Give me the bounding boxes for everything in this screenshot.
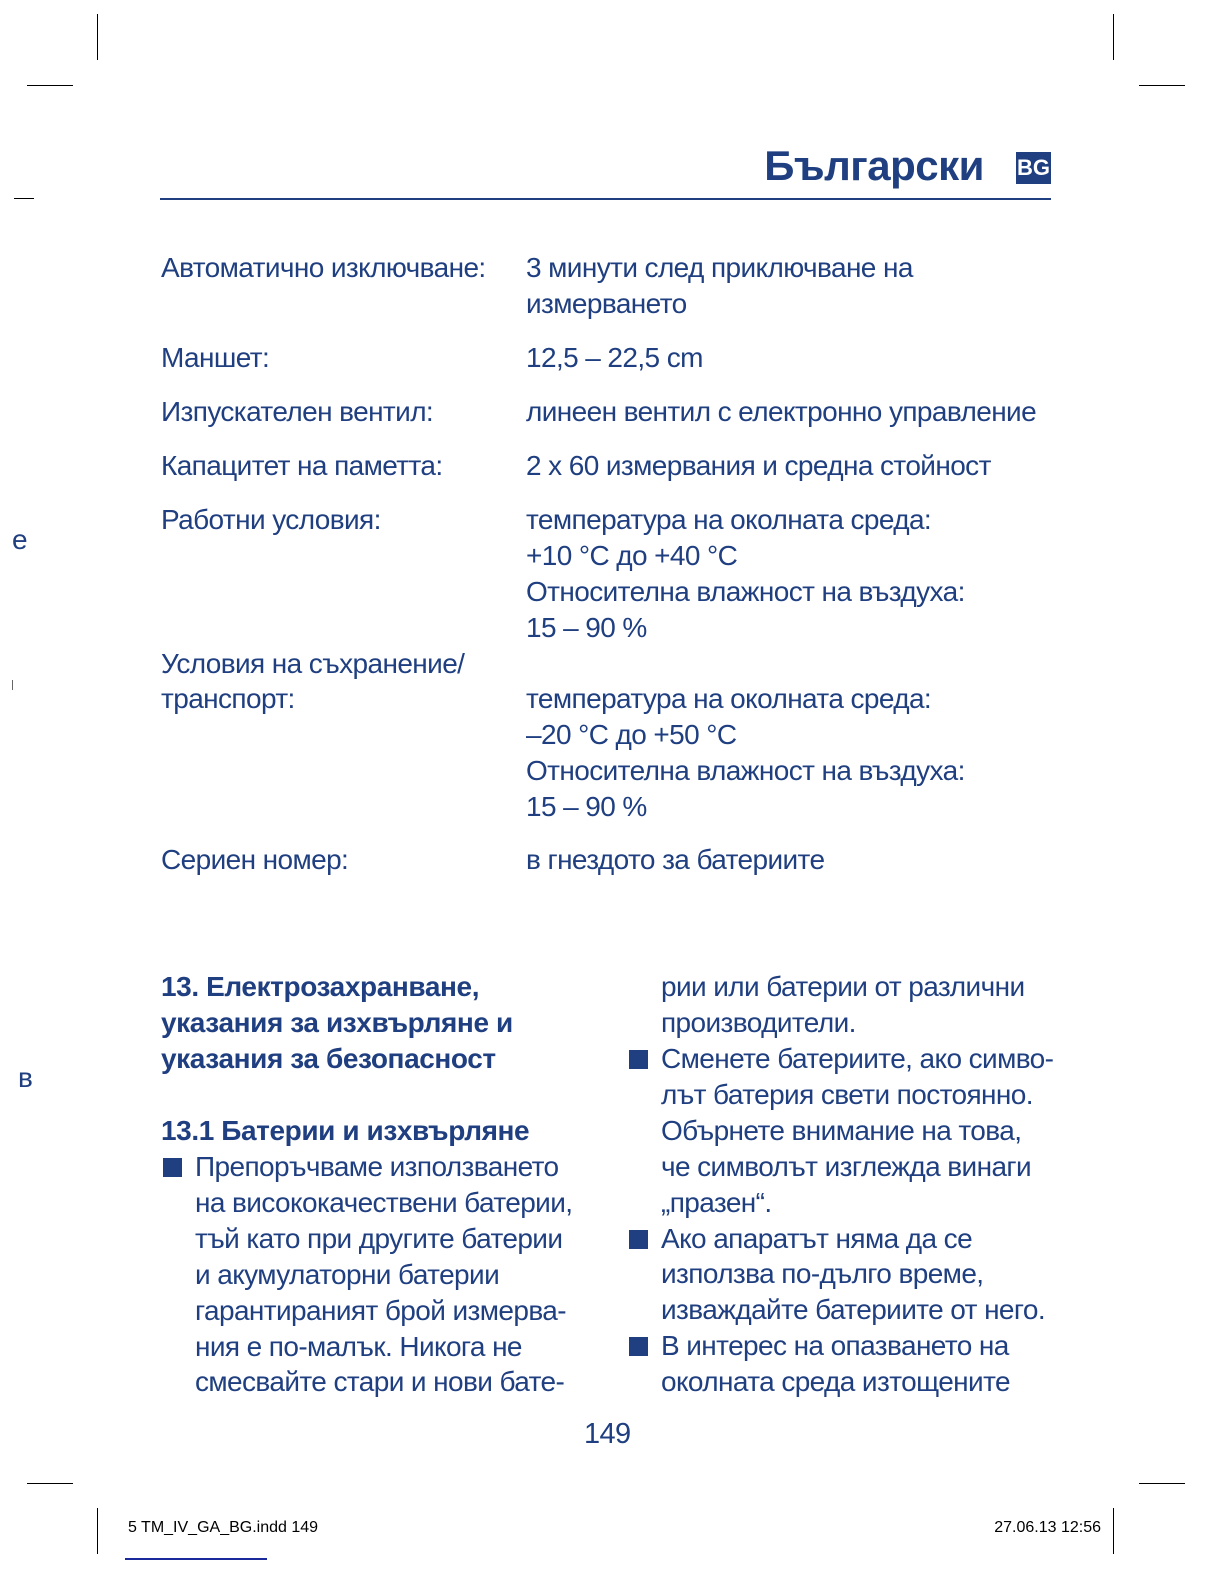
spec-value: +10 °C до +40 °C xyxy=(526,540,738,571)
bullet-text: изваждайте батериите от него. xyxy=(661,1294,1046,1326)
spec-value: Относителна влажност на въздуха: xyxy=(526,755,965,786)
crop-mark xyxy=(14,198,34,199)
footer-file: 5 TM_IV_GA_BG.indd 149 xyxy=(128,1519,319,1536)
bullet-text: околната среда изтощените xyxy=(661,1366,1010,1398)
spec-label: транспорт: xyxy=(161,683,295,714)
crop-mark xyxy=(97,1508,98,1554)
bullet-text: ния е по-малък. Никога не xyxy=(195,1330,522,1362)
bullet-text: на висококачествени батерии, xyxy=(195,1186,573,1218)
bullet-square-icon xyxy=(629,1230,648,1249)
bullet-text: Сменете батериите, ако симво- xyxy=(661,1043,1054,1074)
bullet-text: и акумулаторни батерии xyxy=(195,1258,500,1290)
bullet-text: лът батерия свети постоянно. xyxy=(661,1078,1033,1110)
bullet-text: В интерес на опазването на xyxy=(661,1330,1009,1362)
spec-value: температура на околната среда: xyxy=(526,683,932,714)
crop-mark xyxy=(27,1483,73,1484)
crop-mark xyxy=(1139,85,1185,86)
bullet-square-icon xyxy=(629,1050,648,1069)
spec-label: Сериен номер: xyxy=(161,844,349,875)
spec-value: –20 °C до +50 °C xyxy=(526,719,737,750)
spec-value: 2 x 60 измервания и средна стойност xyxy=(526,450,991,481)
spec-value: Относителна влажност на въздуха: xyxy=(526,576,965,607)
crop-mark xyxy=(12,680,13,690)
spec-value: температура на околната среда: xyxy=(526,504,932,535)
page-number: 149 xyxy=(584,1418,631,1450)
crop-mark xyxy=(1113,14,1114,60)
crop-mark xyxy=(1113,1508,1114,1554)
spec-value: в гнездото за батериите xyxy=(526,844,825,875)
crop-mark xyxy=(1139,1483,1185,1484)
bullet-text: тъй като при другите батерии xyxy=(195,1222,563,1254)
spec-label: Капацитет на паметта: xyxy=(161,450,443,481)
section-heading: 13. Електрозахранване, xyxy=(161,971,480,1002)
section-subheading: 13.1 Батерии и изхвърляне xyxy=(161,1115,530,1146)
bullet-text: гарантираният брой измерва- xyxy=(195,1294,566,1326)
bullet-text: смесвайте стари и нови бате- xyxy=(195,1366,565,1398)
bullet-text: рии или батерии от различни xyxy=(661,971,1025,1002)
spec-value: 3 минути след приключване на xyxy=(526,252,913,283)
spec-value: 12,5 – 22,5 cm xyxy=(526,342,703,373)
crop-mark xyxy=(27,85,73,86)
spec-label: Изпускателен вентил: xyxy=(161,396,434,427)
section-heading: указания за безопасност xyxy=(161,1043,496,1074)
margin-char: в xyxy=(18,1062,33,1093)
bullet-text: Ако апаратът няма да се xyxy=(661,1222,973,1254)
header-rule xyxy=(160,198,1051,200)
footer-rule xyxy=(125,1558,267,1560)
spec-label: Работни условия: xyxy=(161,504,381,535)
footer-date: 27.06.13 12:56 xyxy=(994,1519,1101,1536)
page-title: Български xyxy=(764,142,984,189)
margin-char: е xyxy=(12,524,27,555)
section-heading: указания за изхвърляне и xyxy=(161,1007,513,1038)
bullet-square-icon xyxy=(163,1158,182,1177)
spec-value: измерването xyxy=(526,288,687,319)
spec-label: Условия на съхранение/ xyxy=(161,648,465,679)
bullet-text: Обърнете внимание на това, xyxy=(661,1114,1022,1146)
spec-label: Автоматично изключване: xyxy=(161,252,486,283)
bullet-text: че символът изглежда винаги xyxy=(661,1150,1032,1182)
crop-mark xyxy=(97,14,98,60)
bullet-text: производители. xyxy=(661,1007,856,1038)
language-badge: BG xyxy=(1016,152,1051,184)
bullet-text: Препоръчваме използването xyxy=(195,1151,559,1182)
bullet-text: „празен“. xyxy=(661,1186,772,1218)
spec-value: 15 – 90 % xyxy=(526,791,647,822)
bullet-text: използва по-дълго време, xyxy=(661,1258,984,1290)
bullet-square-icon xyxy=(629,1337,648,1356)
spec-value: 15 – 90 % xyxy=(526,612,647,643)
spec-value: линеен вентил с електронно управление xyxy=(526,396,1037,427)
spec-label: Маншет: xyxy=(161,342,270,373)
